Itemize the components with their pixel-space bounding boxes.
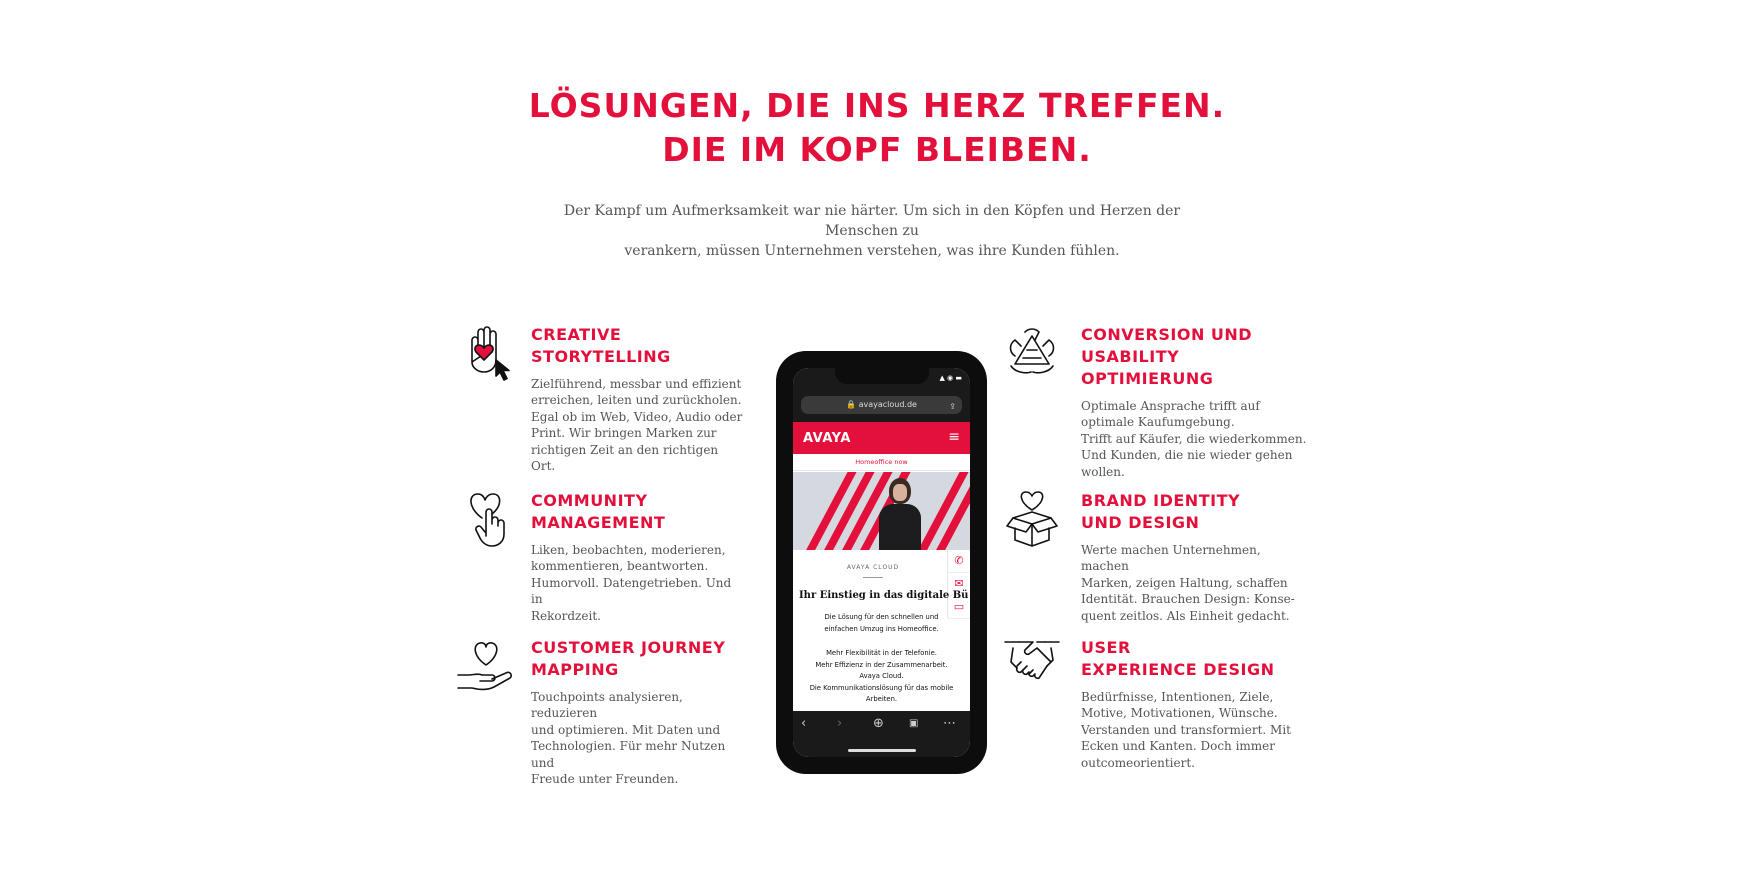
- headline-line-2: DIE IM KOPF BLEIBEN.: [662, 130, 1092, 169]
- feature-title: [531, 637, 746, 681]
- feature-title-line-2: UND DESIGN: [1081, 513, 1200, 532]
- feature-title-line-1: CREATIVE: [531, 325, 622, 344]
- phone-mockup: [776, 351, 987, 774]
- feature-title: [1081, 490, 1311, 534]
- feature-text-line: Rekordzeit.: [531, 608, 601, 623]
- feature-text-line: Motive, Motivationen, Wünsche.: [1081, 706, 1278, 721]
- feature-text-line: outcomeorientiert.: [1081, 755, 1195, 770]
- feature-text-line: Humorvoll. Datengetrieben. Und in: [531, 575, 732, 607]
- floating-contact-actions: [947, 550, 970, 618]
- feature-text-line: erreichen, leiten und zurückholen.: [531, 393, 742, 408]
- intro-text: [527, 201, 1217, 261]
- hands-triangle-icon: [1005, 322, 1059, 384]
- share-icon[interactable]: ⇪: [949, 402, 956, 411]
- feature-text-line: Ecken und Kanten. Doch immer: [1081, 739, 1276, 754]
- feature-text-line: richtigen Zeit an den richtigen Ort.: [531, 442, 719, 474]
- feature-title-line-1: USER: [1081, 638, 1131, 657]
- feature-text-line: Optimale Ansprache trifft auf: [1081, 399, 1260, 413]
- status-icons: ▲ ◉ ▬: [939, 374, 962, 382]
- chat-icon[interactable]: ▭: [948, 596, 970, 619]
- feature-text-line: Marken, zeigen Haltung, schaffen: [1081, 575, 1288, 590]
- feature-text-line: und optimieren. Mit Daten und: [531, 722, 721, 737]
- site-text-line: Arbeiten.: [865, 695, 898, 703]
- tabs-icon[interactable]: ▣: [909, 718, 919, 729]
- feature-text-line: Und Kunden, die nie wieder gehen: [1081, 448, 1293, 463]
- feature-text-line: quent zeitlos. Als Einheit gedacht.: [1081, 608, 1290, 623]
- feature-text-line: Zielführend, messbar und effizient: [531, 377, 742, 391]
- feature-title-line-1: BRAND IDENTITY: [1081, 491, 1241, 510]
- feature-conversion-usability: [1081, 324, 1311, 480]
- feature-text-line: Werte machen Unternehmen, machen: [1081, 543, 1261, 574]
- feature-community-management: [531, 490, 746, 624]
- feature-text: [531, 542, 746, 624]
- heart-in-hand-icon: [456, 635, 516, 697]
- section-eyebrow: AVAYA CLOUD: [846, 564, 900, 571]
- more-icon[interactable]: ⋯: [943, 716, 956, 731]
- site-subnav-link[interactable]: Homeoffice now: [793, 454, 970, 471]
- feature-text-line: Touchpoints analysieren, reduzieren: [531, 690, 683, 721]
- feature-creative-storytelling: [531, 324, 746, 474]
- site-text-line: Mehr Flexibilität in der Telefonie.: [826, 649, 937, 657]
- hero-image: [793, 472, 970, 550]
- browser-toolbar: [793, 711, 970, 757]
- feature-title-line-2: USABILITY OPTIMIERUNG: [1081, 347, 1214, 388]
- phone-screen: [793, 368, 970, 757]
- new-tab-icon[interactable]: ⊕: [873, 716, 884, 731]
- phone-notch: [835, 368, 929, 384]
- feature-text-line: kommentieren, beantworten.: [531, 559, 709, 574]
- feature-text-line: Verstanden und transformiert. Mit: [1081, 722, 1291, 737]
- feature-title-line-1: COMMUNITY: [531, 491, 648, 510]
- feature-text-line: Identität. Brauchen Design: Konse-: [1081, 592, 1295, 607]
- home-indicator: [848, 749, 916, 752]
- feature-text-line: Freude unter Freunden.: [531, 772, 679, 787]
- site-paragraph-2: [793, 648, 970, 706]
- feature-text: [1081, 398, 1311, 480]
- feature-text-line: optimale Kaufumgebung.: [1081, 415, 1235, 430]
- site-paragraph-1: [793, 612, 970, 635]
- forward-icon[interactable]: ›: [837, 716, 843, 731]
- status-bar: [793, 368, 970, 390]
- feature-title-line-2: STORYTELLING: [531, 347, 671, 366]
- feature-text-line: wollen.: [1081, 464, 1125, 479]
- browser-url-bar: [793, 390, 970, 422]
- feature-text-line: Technologien. Für mehr Nutzen und: [531, 739, 726, 770]
- intro-line-1: Der Kampf um Aufmerksamkeit war nie härter. Um sich in den Köpfen und Herzen der Menschen zu: [563, 203, 1181, 239]
- site-text-line: Avaya Cloud.: [859, 672, 904, 680]
- feature-title-line-1: CONVERSION UND: [1081, 325, 1253, 344]
- feature-title: [531, 324, 746, 368]
- feature-title-line-2: MANAGEMENT: [531, 513, 666, 532]
- feature-customer-journey-mapping: [531, 637, 746, 787]
- hamburger-menu-icon[interactable]: ≡: [948, 429, 960, 445]
- feature-text: [531, 689, 746, 787]
- feature-title-line-1: CUSTOMER JOURNEY: [531, 638, 726, 657]
- feature-text: [1081, 542, 1311, 624]
- feature-text-line: Liken, beobachten, moderieren,: [531, 543, 726, 557]
- url-field[interactable]: 🔒 avayacloud.de ⇪: [801, 396, 962, 414]
- feature-user-experience-design: [1081, 637, 1311, 771]
- site-header: [793, 422, 970, 454]
- feature-title: [1081, 324, 1311, 390]
- heart-touch-icon: [462, 488, 516, 550]
- back-icon[interactable]: ‹: [801, 716, 807, 731]
- feature-text-line: Bedürfnisse, Intentionen, Ziele,: [1081, 690, 1274, 704]
- site-text-line: Die Kommunikationslösung für das mobile: [809, 683, 954, 692]
- feature-text-line: Egal ob im Web, Video, Audio oder: [531, 409, 743, 424]
- site-title: Ihr Einstieg in das digitale Bü: [799, 590, 969, 601]
- heart-box-icon: [1005, 488, 1059, 550]
- feature-text-line: Trifft auf Käufer, die wiederkommen.: [1081, 431, 1307, 446]
- handshake-icon: [1003, 636, 1061, 698]
- feature-text: [1081, 689, 1311, 771]
- url-text: avayacloud.de: [858, 400, 917, 409]
- feature-title-line-2: MAPPING: [531, 660, 619, 679]
- hand-heart-cursor-icon: [462, 322, 516, 384]
- site-text-line: Mehr Effizienz in der Zusammenarbeit.: [815, 660, 948, 669]
- phone-icon[interactable]: ✆: [948, 550, 970, 573]
- feature-text-line: Print. Wir bringen Marken zur: [531, 426, 717, 441]
- headline-line-1: LÖSUNGEN, DIE INS HERZ TREFFEN.: [528, 86, 1226, 125]
- divider: [863, 577, 883, 578]
- intro-line-2: verankern, müssen Unternehmen verstehen, was ihre Kunden fühlen.: [624, 243, 1120, 259]
- mail-icon[interactable]: ✉: [948, 573, 970, 596]
- feature-title-line-2: EXPERIENCE DESIGN: [1081, 660, 1275, 679]
- avaya-logo[interactable]: AVAYA: [803, 431, 851, 446]
- site-text-line: einfachen Umzug ins Homeoffice.: [824, 624, 939, 633]
- feature-title: [1081, 637, 1311, 681]
- feature-title: [531, 490, 746, 534]
- feature-text: [531, 376, 746, 474]
- site-text-line: Die Lösung für den schnellen und: [824, 613, 939, 621]
- page-headline: [0, 84, 1754, 172]
- feature-brand-identity: [1081, 490, 1311, 624]
